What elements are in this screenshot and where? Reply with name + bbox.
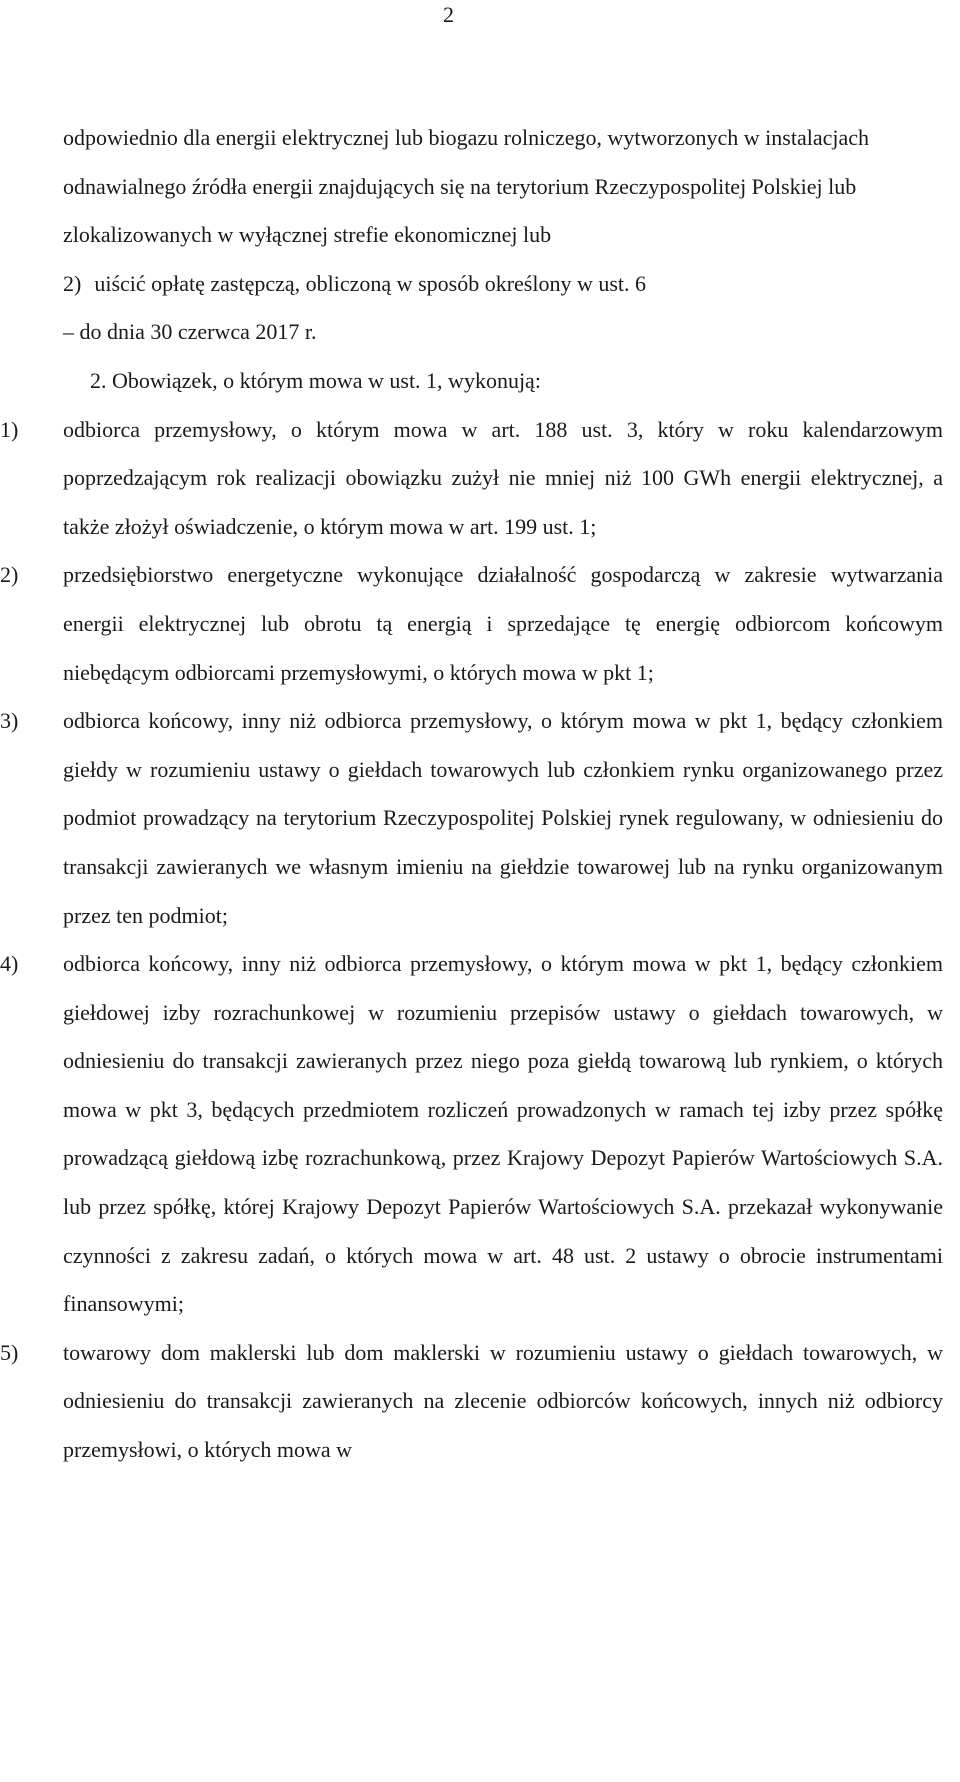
- list-item-text: odbiorca końcowy, inny niż odbiorca przemysłowy, o którym mowa w pkt 1, będący członkiem giełdowej izby rozrachunkowej w rozumieniu przepisów ustawy o giełdach towarowych, w odniesieniu do transakcji zawieranych przez niego poza giełdą towarową lub rynkiem, o których mowa w pkt 3, będących przedmiotem rozliczeń prowadzonych w ramach tej izby przez spółkę prowadzącą giełdową izbę rozrachunkową, przez Krajowy Depozyt Papierów Wartościowych S.A. lub przez spółkę, której Krajowy Depozyt Papierów Wartościowych S.A. przekazał wykonywanie czynności z zakresu zadań, o których mowa w art. 48 ust. 2 ustawy o obrocie instrumentami finansowymi;: [63, 951, 943, 1317]
- list-item: [0, 406, 943, 552]
- list-item-number: 3): [0, 708, 19, 734]
- list-item-text: towarowy dom maklerski lub dom maklerski w rozumieniu ustawy o giełdach towarowych, w odniesieniu do transakcji zawieranych na zlecenie odbiorców końcowych, innych niż odbiorcy przemysłowi, o których mowa w: [63, 1339, 943, 1463]
- list-item: [0, 940, 943, 1329]
- intro-list-item: [63, 260, 942, 309]
- list-item: [0, 697, 943, 940]
- section-heading: 2. Obowiązek, o którym mowa w ust. 1, wykonują:: [90, 367, 541, 393]
- intro-item-number: 2): [63, 270, 82, 296]
- intro-item-text: uiścić opłatę zastępczą, obliczoną w sposób określony w ust. 6: [94, 270, 647, 296]
- list-item-number: 1): [0, 416, 19, 442]
- list-item-number: 2): [0, 562, 19, 588]
- document-body: [0, 114, 960, 1475]
- list-item-text: odbiorca przemysłowy, o którym mowa w art. 188 ust. 3, który w roku kalendarzowym poprzedzającym rok realizacji obowiązku zużył nie mniej niż 100 GWh energii elektrycznej, a także złożył oświadczenie, o którym mowa w art. 199 ust. 1;: [63, 416, 943, 539]
- page-number: 2: [443, 2, 454, 27]
- list-item-text: przedsiębiorstwo energetyczne wykonujące działalność gospodarczą w zakresie wytwarzania energii elektrycznej lub obrotu tą energią i sprzedające tę energię odbiorcom końcowym niebędącym odbiorcami przemysłowymi, o których mowa w pkt 1;: [63, 562, 943, 685]
- list-item-number: 5): [0, 1339, 19, 1365]
- list-item: [0, 1329, 943, 1475]
- list-item-number: 4): [0, 951, 19, 977]
- intro-paragraph: odpowiednio dla energii elektrycznej lub biogazu rolniczego, wytworzonych w instalacjach odnawialnego źródła energii znajdujących się na terytorium Rzeczypospolitej Polskiej lub zlokalizowanych w wyłącznej strefie ekonomicznej lub: [63, 125, 869, 248]
- list-item-text: odbiorca końcowy, inny niż odbiorca przemysłowy, o którym mowa w pkt 1, będący członkiem giełdy w rozumieniu ustawy o giełdach towarowych lub członkiem rynku organizowanego przez podmiot prowadzący na terytorium Rzeczypospolitej Polskiej rynek regulowany, w odniesieniu do transakcji zawieranych we własnym imieniu na giełdzie towarowej lub na rynku organizowanym przez ten podmiot;: [63, 708, 943, 928]
- deadline-line: – do dnia 30 czerwca 2017 r.: [63, 319, 317, 345]
- list-item: [0, 551, 943, 697]
